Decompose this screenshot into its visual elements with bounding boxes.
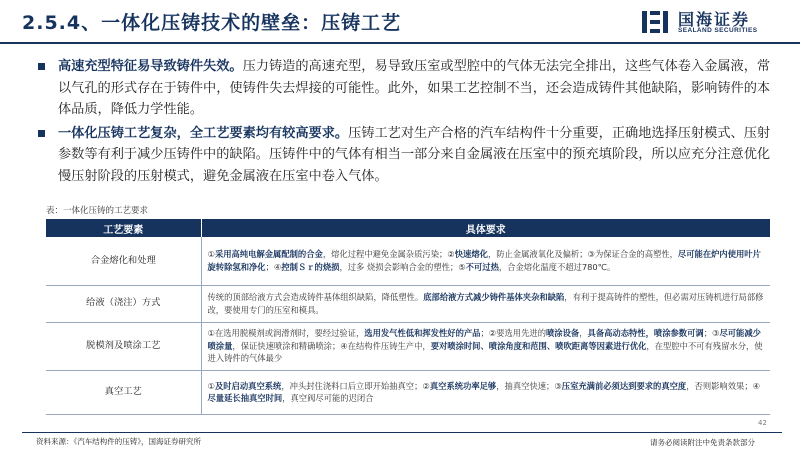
requirement-emphasis: 要对喷涂时间、喷涂角度和范围、喷吹距离等因素进行优化 (430, 340, 647, 351)
logo-en-text: SEALAND SECURITIES (678, 27, 758, 34)
title-underline (0, 42, 800, 44)
requirement-emphasis: 尽可能减少喷涂量 (207, 328, 761, 351)
requirement-emphasis: 控制Ｓｒ的烧损 (281, 261, 340, 272)
requirement-cell (201, 285, 770, 322)
table-row (46, 285, 770, 322)
table-caption: 表：一体化压铸的工艺要求 (46, 206, 149, 216)
requirement-emphasis: 尽可能在炉内使用叶片旋转除氢和净化 (207, 249, 761, 272)
requirement-text: ，合金熔化温度不超过780℃。 (498, 261, 616, 272)
requirement-emphasis: 及时启动真空系统 (214, 380, 282, 391)
requirement-emphasis: 底部给液方式减少铸件基体夹杂和缺陷 (423, 292, 565, 302)
requirement-text: ， (579, 328, 588, 339)
company-logo (640, 6, 790, 38)
table-header-factor: 工艺要素 (46, 219, 201, 237)
requirement-emphasis: 选用发气性低和挥发性好的产品 (364, 328, 481, 339)
requirement-text: ，否则影响效果；④ (686, 380, 761, 391)
requirement-emphasis: 不可过热 (465, 261, 499, 272)
requirement-emphasis: 具备高动态特性，喷涂参数可调 (587, 328, 704, 339)
requirement-text: ① (207, 380, 215, 391)
table-row (46, 322, 770, 370)
requirement-text: ；③ (703, 328, 720, 339)
requirement-emphasis: 压室充满前必须达到要求的真空度 (561, 380, 687, 391)
requirement-cell (201, 370, 770, 414)
requirement-cell (201, 237, 770, 285)
footer-divider (22, 432, 782, 433)
requirement-emphasis: 快速熔化 (454, 249, 488, 260)
requirement-text: ，保证快速喷涂和精确喷涂；④在结构件压铸生产中， (232, 340, 431, 351)
requirement-text: ；②要选用先进的 (480, 328, 546, 339)
page-number: 42 (758, 419, 767, 427)
table-header-row (46, 219, 770, 237)
requirement-text: 传统的顶部给液方式会造成铸件基体组织缺陷，降低塑性。 (207, 292, 424, 302)
factor-cell: 真空工艺 (46, 370, 201, 414)
disclaimer-note: 请务必阅读附注中免责条款部分 (650, 438, 755, 447)
requirement-text: ① (207, 249, 215, 260)
bullet-lead: 高速充型特征易导致铸件失效。 (58, 59, 243, 74)
logo-cn-text: 国海证券 (678, 10, 751, 29)
bullet-body: 压力铸造的高速充型，易导致压室或型腔中的气体无法完全排出，这些气体卷入金属液，常以气孔的形式存在于铸件中，使铸件失去焊接的可能性。此外，如果工艺控制不当，还会造成铸件其他缺陷，影响铸件的本体品质，降低力学性能。 (58, 59, 771, 117)
factor-cell: 给液（浇注）方式 (46, 285, 201, 322)
requirement-text: ，在型腔中不可有残留水分，使进入铸件的气体最少 (207, 340, 763, 364)
bullet-lead: 一体化压铸工艺复杂，全工艺要素均有较高要求。 (58, 125, 349, 141)
bullet-list (36, 56, 780, 189)
requirement-cell (201, 322, 770, 370)
requirement-emphasis: 真空系统功率足够 (429, 380, 497, 391)
bullet-square-icon (38, 63, 45, 70)
process-requirements-table (46, 219, 770, 415)
requirement-text: ，冲头封住浇料口后立即开始抽真空；② (281, 380, 430, 391)
factor-cell: 脱模剂及喷涂工艺 (46, 322, 201, 370)
bullet-square-icon (38, 130, 45, 137)
requirement-text: ；④ (265, 261, 282, 272)
requirement-text: ，有利于提高铸件的塑性，但必需对压铸机进行局部修改，要使用专门的压室和模具。 (207, 292, 764, 315)
table-row (46, 370, 770, 414)
bullet-body: 压铸工艺对生产合格的汽车结构件十分重要，正确地选择压射模式、压射参数等有利于减少压铸件中的缺陷。压铸件中的气体有相当一部分来自金属液在压室中的预充填阶段，所以应充分注意优化慢压射阶段的压射模式，避免金属液在压室中卷入气体。 (58, 125, 771, 184)
requirement-text: ，防止金属液氧化及偏析；③为保证合金的高塑性， (487, 249, 678, 260)
requirement-text: ①在选用脱模剂或润滑剂时，要经过验证， (207, 328, 365, 339)
bullet-item (36, 123, 780, 188)
requirement-text: ，真空阀尽可能的迟闭合 (282, 393, 374, 403)
page-title: 2.5.4、一体化压铸技术的壁垒：压铸工艺 (22, 12, 402, 34)
factor-cell: 合金熔化和处理 (46, 237, 201, 285)
source-note: 资料来源：《汽车结构件的压铸》，国海证券研究所 (36, 437, 201, 446)
requirement-text: ，熔化过程中避免金属杂质污染；② (322, 249, 455, 260)
table-row (46, 237, 770, 285)
requirement-emphasis: 尽量延长抽真空时间 (207, 393, 283, 403)
sealand-logo-icon (640, 8, 670, 36)
slide-header (0, 0, 800, 46)
table-header-requirement: 具体要求 (201, 219, 770, 237)
requirement-emphasis: 喷涂设备 (546, 328, 580, 339)
requirement-emphasis: 采用高纯电解金属配制的合金 (214, 249, 323, 260)
requirement-text: ，抽真空快速；③ (496, 380, 562, 391)
bullet-item (36, 56, 780, 121)
requirement-text: ，过多 烧损会影响合金的塑性；⑤ (339, 261, 466, 272)
